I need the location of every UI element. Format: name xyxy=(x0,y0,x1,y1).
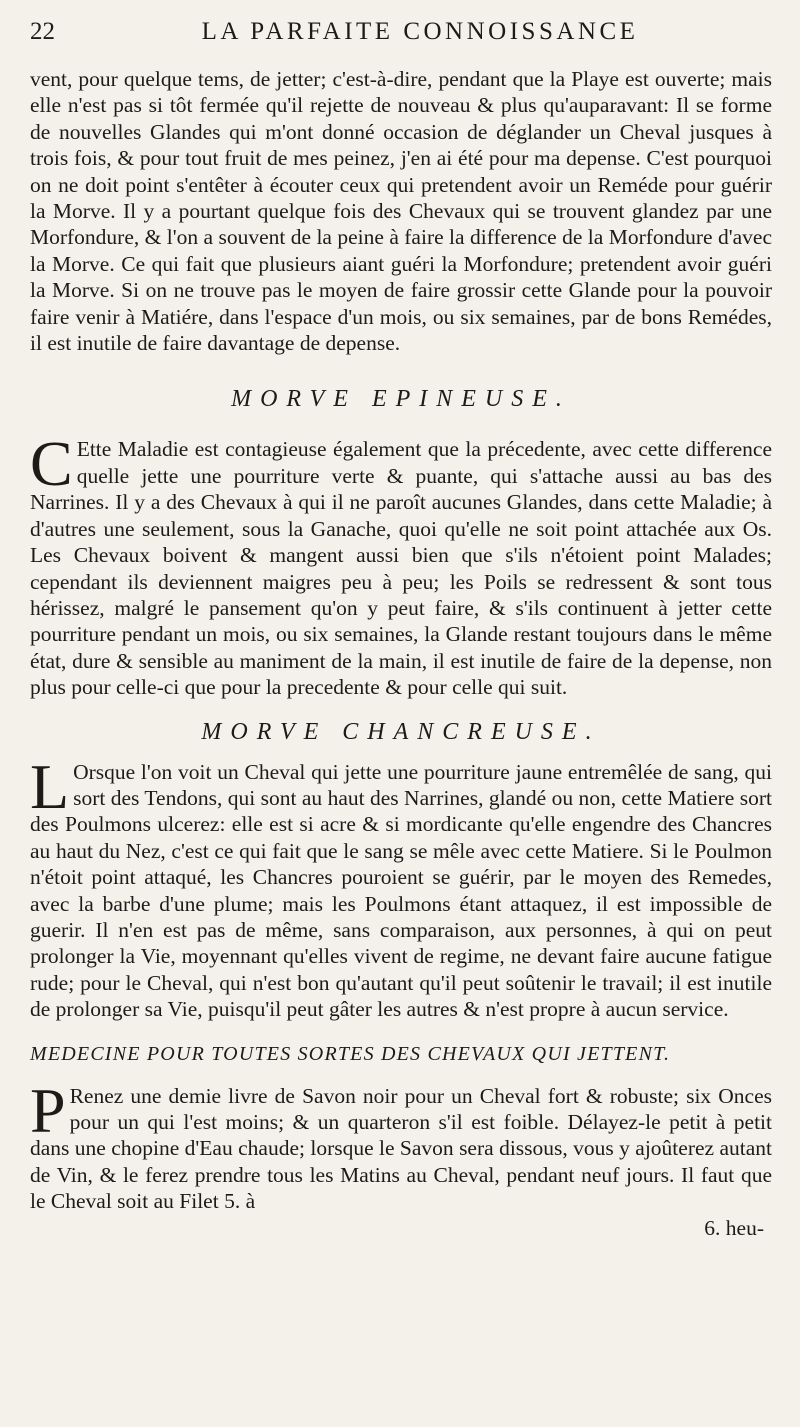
heading-medecine: MEDECINE POUR TOUTES SORTES DES CHEVAUX QUI JETTENT. xyxy=(30,1042,671,1065)
intro-paragraph: vent, pour quelque tems, de jetter; c'est-à-dire, pendant que la Playe est ouverte; mais elle n'est pas si tôt fermée qu'il rejette de nouveau & plus qu'auparavant: Il se forme de nouvelles Glandes qui m'ont donné occasion de déglander un Cheval jusques à trois fois, & pour tout fruit de mes peinez, j'en ai été pour ma depense. C'est pourquoi on ne doit point s'entêter à écouter ceux qui pretendent avoir un Reméde pour guérir la Morve. Il y a pourtant quelque fois des Chevaux qui se trouvent glandez par une Morfondure, & l'on a souvent de la peine à faire la difference de la Morfondure d'avec la Morve. Ce qui fait que plusieurs aiant guéri la Morfondure; pretendent avoir guéri la Morve. Si on ne trouve pas le moyen de faire grossir cette Glande pour la pouvoir faire venir à Matiére, dans l'espace d'un mois, ou six semaines, par de bons Remédes, il est inutile de faire davantage de depense. xyxy=(30,67,772,356)
heading-morve-chancreuse: MORVE CHANCREUSE. xyxy=(201,718,601,745)
book-page xyxy=(30,18,772,1241)
chancreuse-paragraph xyxy=(30,750,772,1023)
running-title: LA PARFAITE CONNOISSANCE xyxy=(201,18,639,45)
drop-cap: L xyxy=(30,750,70,822)
epineuse-text: Ette Maladie est contagieuse également que la précedente, avec cette difference quelle jette une pourriture verte & puante, qui s'attache aussi au bas des Narrines. Il y a des Chevaux à qui il ne paroît aucunes Glandes, dans cette Maladie; à d'autres une seulement, sous la Ganache, quoi qu'elle ne soit point attachée aux Os. Les Chevaux boivent & mangent aussi bien que s'ils n'étoient point Malades; cependant ils deviennent maigres peu à peu; les Poils se redressent & sont tous hérissez, malgré le pansement qu'on y peut faire, & s'ils continuent à jetter cette pourriture pendant un mois, ou six semaines, la Glande restant toujours dans le même état, dure & sensible au maniment de la main, il est inutile de faire de la depense, non plus pour celle-ci que pour la precedente & pour celle qui suit. xyxy=(30,437,772,700)
running-head xyxy=(30,18,772,60)
catchword: 6. heu- xyxy=(704,1215,764,1240)
medecine-text: Renez une demie livre de Savon noir pour un Cheval fort & robuste; six Onces pour un qui l'est moins; & un quarteron s'il est foible. Délayez-le petit à petit dans une chopine d'Eau chaude; lorsque le Savon sera dissous, vous y ajoûterez autant de Vin, & le ferez prendre tous les Matins au Cheval, pendant neuf jours. Il faut que le Cheval soit au Filet 5. à xyxy=(30,1083,772,1214)
drop-cap: C xyxy=(30,428,73,500)
heading-morve-epineuse: MORVE EPINEUSE. xyxy=(231,386,571,413)
chancreuse-text: Orsque l'on voit un Cheval qui jette une pourriture jaune entremêlée de sang, qui sort des Tendons, qui sont au haut des Narrines, glandé ou non, cette Matiere sort des Poulmons ulcerez: elle est si acre & si mordicante qu'elle engendre des Chancres au haut du Nez, c'est ce qui fait que le sang se mêle avec cette Matiere. Si le Poulmon n'étoit point attaqué, les Chancres pouroient se guérir, par le moyen des Remedes, avec la barbe d'une plume; mais les Poulmons étant attaquez, il est impossible de guerir. Il n'en est pas de même, sans comparaison, aux personnes, à qui on peut prolonger la Vie, moyennant qu'elles vivent de regime, ne devant faire aucune fatigue rude; pour le Cheval, qui n'est bon qu'autant qu'il peut soûtenir le travail; il est inutile de prolonger sa Vie, puisqu'il peut gâter les autres & n'est propre à aucun service. xyxy=(30,759,772,1022)
drop-cap: P xyxy=(30,1074,66,1146)
epineuse-paragraph xyxy=(30,428,772,700)
page-number: 22 xyxy=(30,18,55,45)
medecine-paragraph xyxy=(30,1074,772,1215)
